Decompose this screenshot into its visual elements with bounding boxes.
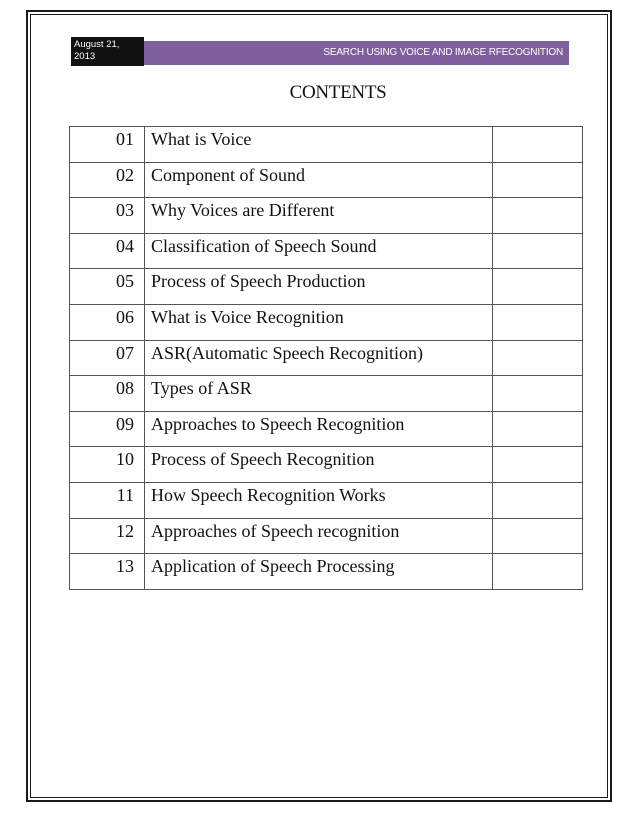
toc-title: What is Voice (145, 127, 493, 163)
toc-number: 12 (70, 518, 145, 554)
toc-number: 08 (70, 376, 145, 412)
toc-title: Process of Speech Recognition (145, 447, 493, 483)
toc-number: 10 (70, 447, 145, 483)
toc-title: Component of Sound (145, 162, 493, 198)
toc-row (70, 376, 583, 412)
toc-number: 13 (70, 554, 145, 590)
toc-number: 07 (70, 340, 145, 376)
toc-row (70, 198, 583, 234)
toc-body (70, 127, 583, 590)
toc-page (493, 233, 583, 269)
toc-page (493, 518, 583, 554)
toc-number: 09 (70, 411, 145, 447)
toc-page (493, 376, 583, 412)
toc-row (70, 518, 583, 554)
toc-table (69, 126, 583, 590)
toc-row (70, 304, 583, 340)
contents-title: CONTENTS (289, 82, 387, 103)
toc-page (493, 554, 583, 590)
toc-title: Classification of Speech Sound (145, 233, 493, 269)
toc-page (493, 482, 583, 518)
toc-title: How Speech Recognition Works (145, 482, 493, 518)
toc-row (70, 447, 583, 483)
toc-page (493, 269, 583, 305)
toc-page (493, 304, 583, 340)
toc-page (493, 127, 583, 163)
toc-page (493, 340, 583, 376)
toc-number: 03 (70, 198, 145, 234)
toc-page (493, 162, 583, 198)
toc-row (70, 269, 583, 305)
toc-page (493, 198, 583, 234)
toc-title: Why Voices are Different (145, 198, 493, 234)
toc-row (70, 340, 583, 376)
toc-row (70, 127, 583, 163)
toc-title: Types of ASR (145, 376, 493, 412)
toc-row (70, 554, 583, 590)
toc-title: Application of Speech Processing (145, 554, 493, 590)
toc-row (70, 162, 583, 198)
toc-row (70, 482, 583, 518)
toc-page (493, 411, 583, 447)
toc-title: Approaches to Speech Recognition (145, 411, 493, 447)
toc-row (70, 233, 583, 269)
toc-title: What is Voice Recognition (145, 304, 493, 340)
toc-number: 02 (70, 162, 145, 198)
header-date: August 21, 2013 (71, 37, 144, 66)
toc-number: 06 (70, 304, 145, 340)
toc-number: 01 (70, 127, 145, 163)
toc-page (493, 447, 583, 483)
toc-title: Process of Speech Production (145, 269, 493, 305)
toc-row (70, 411, 583, 447)
toc-number: 04 (70, 233, 145, 269)
toc-number: 05 (70, 269, 145, 305)
toc-title: Approaches of Speech recognition (145, 518, 493, 554)
toc-title: ASR(Automatic Speech Recognition) (145, 340, 493, 376)
toc-number: 11 (70, 482, 145, 518)
header-doc-title: SEARCH USING VOICE AND IMAGE RFECOGNITION (144, 41, 569, 65)
